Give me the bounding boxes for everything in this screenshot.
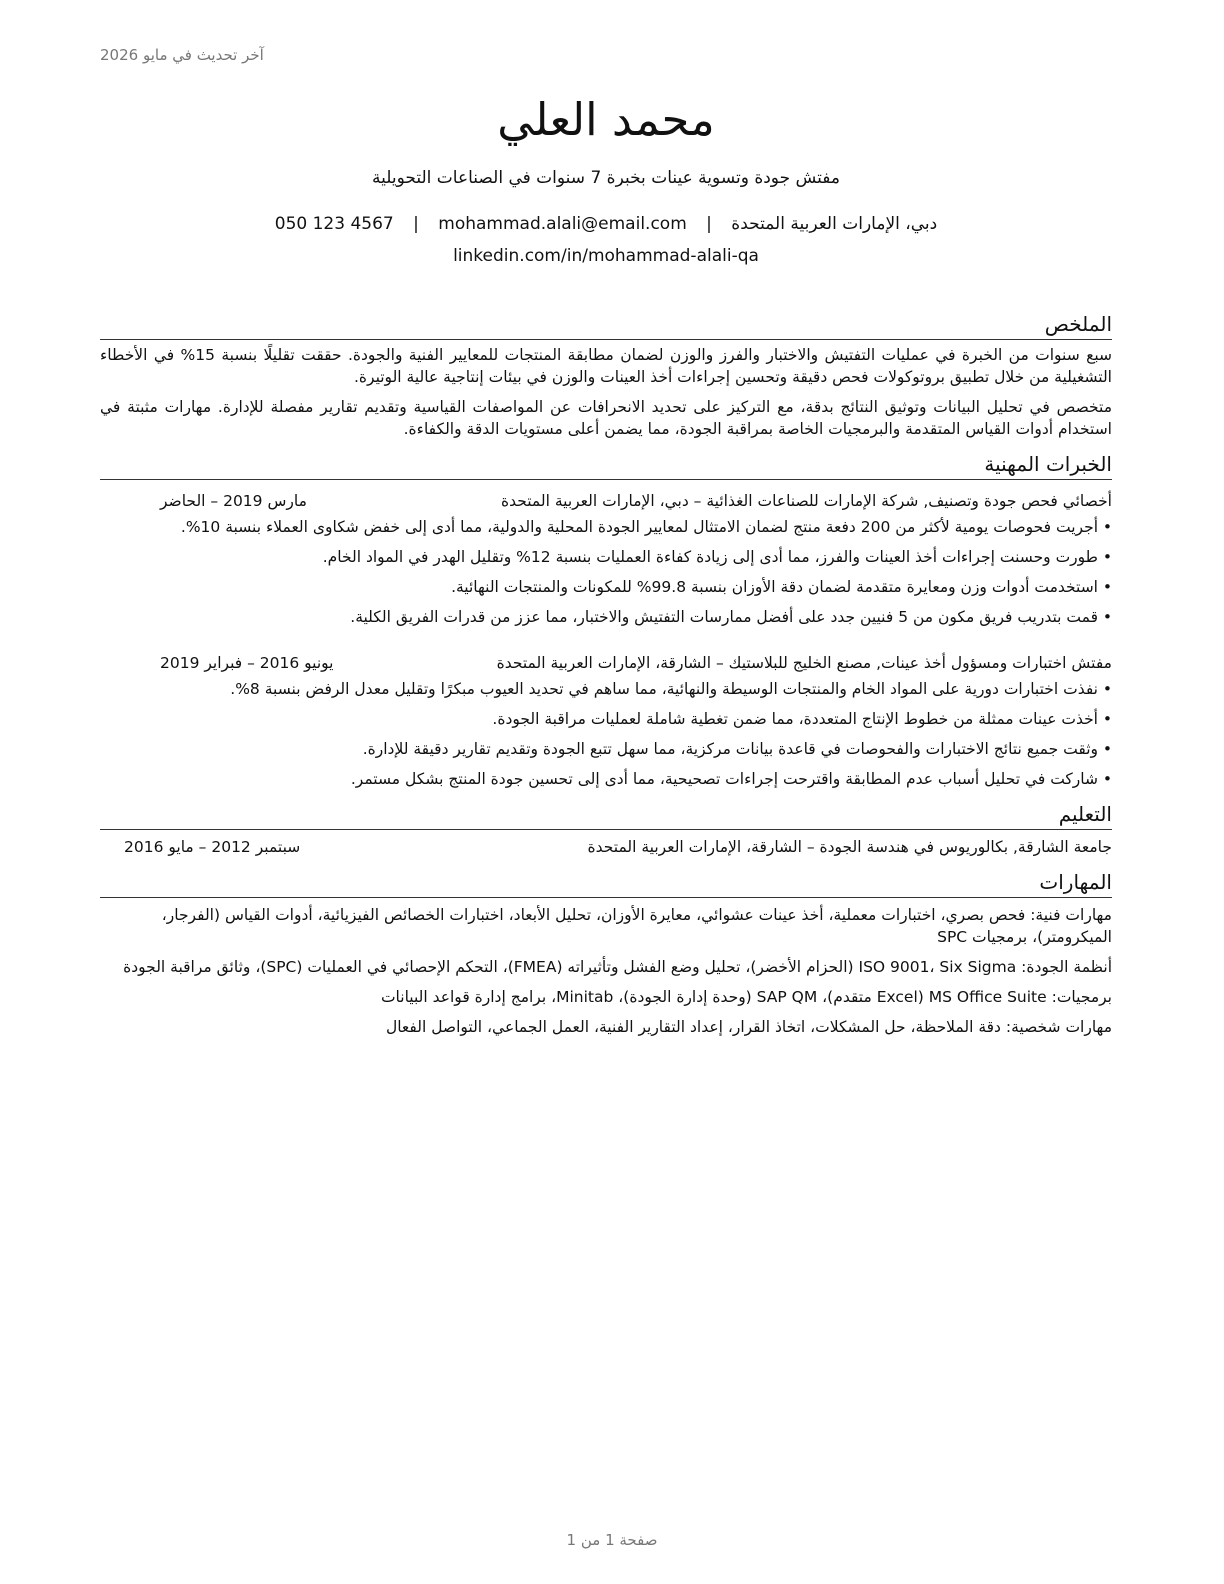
skill-line: مهارات شخصية: دقة الملاحظة، حل المشكلات، اتخاذ القرار، إعداد التقارير الفنية، العمل الجماعي، التواصل الفعال <box>385 1018 1112 1036</box>
job-bullet: • قمت بتدريب فريق مكون من 5 فنيين جدد على أفضل ممارسات التفتيش والاختبار، مما عزز من قدرات الفريق الكلية. <box>100 606 1112 628</box>
candidate-name: محمد العلي <box>497 93 715 146</box>
job-bullet: • نفذت اختبارات دورية على المواد الخام والمنتجات الوسيطة والنهائية، مما ساهم في تحديد العيوب مبكرًا وتقليل معدل الرفض بنسبة 8%. <box>100 678 1112 700</box>
page-number: صفحة 1 من 1 <box>566 1531 658 1549</box>
contact-phone: 050 123 4567 <box>274 214 394 234</box>
job-dates: يونيو 2016 – فبراير 2019 <box>160 654 334 672</box>
job-entry <box>100 652 1112 790</box>
resume-header <box>100 88 1112 268</box>
section-title-skills: المهارات <box>100 868 1112 898</box>
contact-separator: | <box>413 214 419 234</box>
job-title-company: أخصائي فحص جودة وتصنيف, شركة الإمارات للصناعات الغذائية – دبي، الإمارات العربية المتحدة <box>500 492 1112 510</box>
job-bullets <box>100 678 1112 790</box>
job-bullet: • شاركت في تحليل أسباب عدم المطابقة واقترحت إجراءات تصحيحية، مما أدى إلى تحسين جودة المنتج بشكل مستمر. <box>100 768 1112 790</box>
education-dates: سبتمبر 2012 – مايو 2016 <box>124 838 301 856</box>
contact-location: دبي، الإمارات العربية المتحدة <box>731 214 938 234</box>
contact-linkedin[interactable]: linkedin.com/in/mohammad-alali-qa <box>453 246 759 266</box>
job-dates: مارس 2019 – الحاضر <box>160 492 307 510</box>
summary-section <box>100 310 1112 440</box>
education-entry <box>100 836 1112 858</box>
section-title-summary: الملخص <box>100 310 1112 340</box>
job-header <box>100 652 1112 674</box>
summary-paragraph: متخصص في تحليل البيانات وتوثيق النتائج بدقة، مع التركيز على تحديد الانحرافات عن المواصفات القياسية وتقديم تقارير مفصلة للإدارة. مهارات مثبتة في استخدام أدوات القياس المتقدمة والبرمجيات الخاصة بمراقبة الجودة، مما يضمن أعلى مستويات الدقة والكفاءة. <box>100 398 1112 438</box>
job-entry <box>100 490 1112 628</box>
candidate-tagline: مفتش جودة وتسوية عينات بخبرة 7 سنوات في الصناعات التحويلية <box>371 168 841 188</box>
skill-line: برمجيات: MS Office Suite (Excel متقدم)، SAP QM (وحدة إدارة الجودة)، Minitab، برامج إدارة قواعد البيانات <box>380 988 1112 1006</box>
job-bullets <box>100 516 1112 628</box>
experience-section <box>100 450 1112 790</box>
job-bullet: • أجريت فحوصات يومية لأكثر من 200 دفعة منتج لضمان الامتثال لمعايير الجودة المحلية والدولية، مما أدى إلى خفض شكاوى العملاء بنسبة 10%. <box>100 516 1112 538</box>
skill-line: مهارات فنية: فحص بصري، اختبارات معملية، أخذ عينات عشوائي، معايرة الأوزان، تحليل الأبعاد، اختبارات الخصائص الفيزيائية، أدوات القياس (الفرجار، الميكرومتر)، برمجيات SPC <box>161 906 1112 946</box>
contact-line <box>100 212 1112 236</box>
resume-body <box>100 310 1112 1048</box>
education-degree: جامعة الشارقة, بكالوريوس في هندسة الجودة – الشارقة، الإمارات العربية المتحدة <box>587 838 1112 856</box>
job-header <box>100 490 1112 512</box>
contact-separator: | <box>706 214 712 234</box>
skills-section <box>100 868 1112 1038</box>
job-bullet: • وثقت جميع نتائج الاختبارات والفحوصات في قاعدة بيانات مركزية، مما سهل تتبع الجودة وتقديم تقارير دقيقة للإدارة. <box>100 738 1112 760</box>
section-title-education: التعليم <box>100 800 1112 830</box>
section-title-experience: الخبرات المهنية <box>100 450 1112 480</box>
last-updated-note: آخر تحديث في مايو 2026 <box>100 46 264 64</box>
contact-email[interactable]: mohammad.alali@email.com <box>438 214 687 234</box>
job-title-company: مفتش اختبارات ومسؤول أخذ عينات, مصنع الخليج للبلاستيك – الشارقة، الإمارات العربية المتحدة <box>496 654 1112 672</box>
job-bullet: • أخذت عينات ممثلة من خطوط الإنتاج المتعددة، مما ضمن تغطية شاملة لعمليات مراقبة الجودة. <box>100 708 1112 730</box>
skill-line: أنظمة الجودة: ISO 9001، Six Sigma (الحزام الأخضر)، تحليل وضع الفشل وتأثيراته (FMEA)، التحكم الإحصائي في العمليات (SPC)، وثائق مراقبة الجودة <box>123 958 1112 976</box>
job-bullet: • طورت وحسنت إجراءات أخذ العينات والفرز، مما أدى إلى زيادة كفاءة العمليات بنسبة 12% وتقليل الهدر في المواد الخام. <box>100 546 1112 568</box>
education-section <box>100 800 1112 858</box>
summary-paragraph: سبع سنوات من الخبرة في عمليات التفتيش والاختبار والفرز والوزن لضمان مطابقة المنتجات للمعايير الفنية والجودة. حققت تقليلًا بنسبة 15% في الأخطاء التشغيلية من خلال تطبيق بروتوكولات فحص دقيقة وتحسين إجراءات أخذ العينات والوزن في بيئات إنتاجية عالية الوتيرة. <box>100 346 1112 386</box>
job-bullet: • استخدمت أدوات وزن ومعايرة متقدمة لضمان دقة الأوزان بنسبة 99.8% للمكونات والمنتجات النهائية. <box>100 576 1112 598</box>
